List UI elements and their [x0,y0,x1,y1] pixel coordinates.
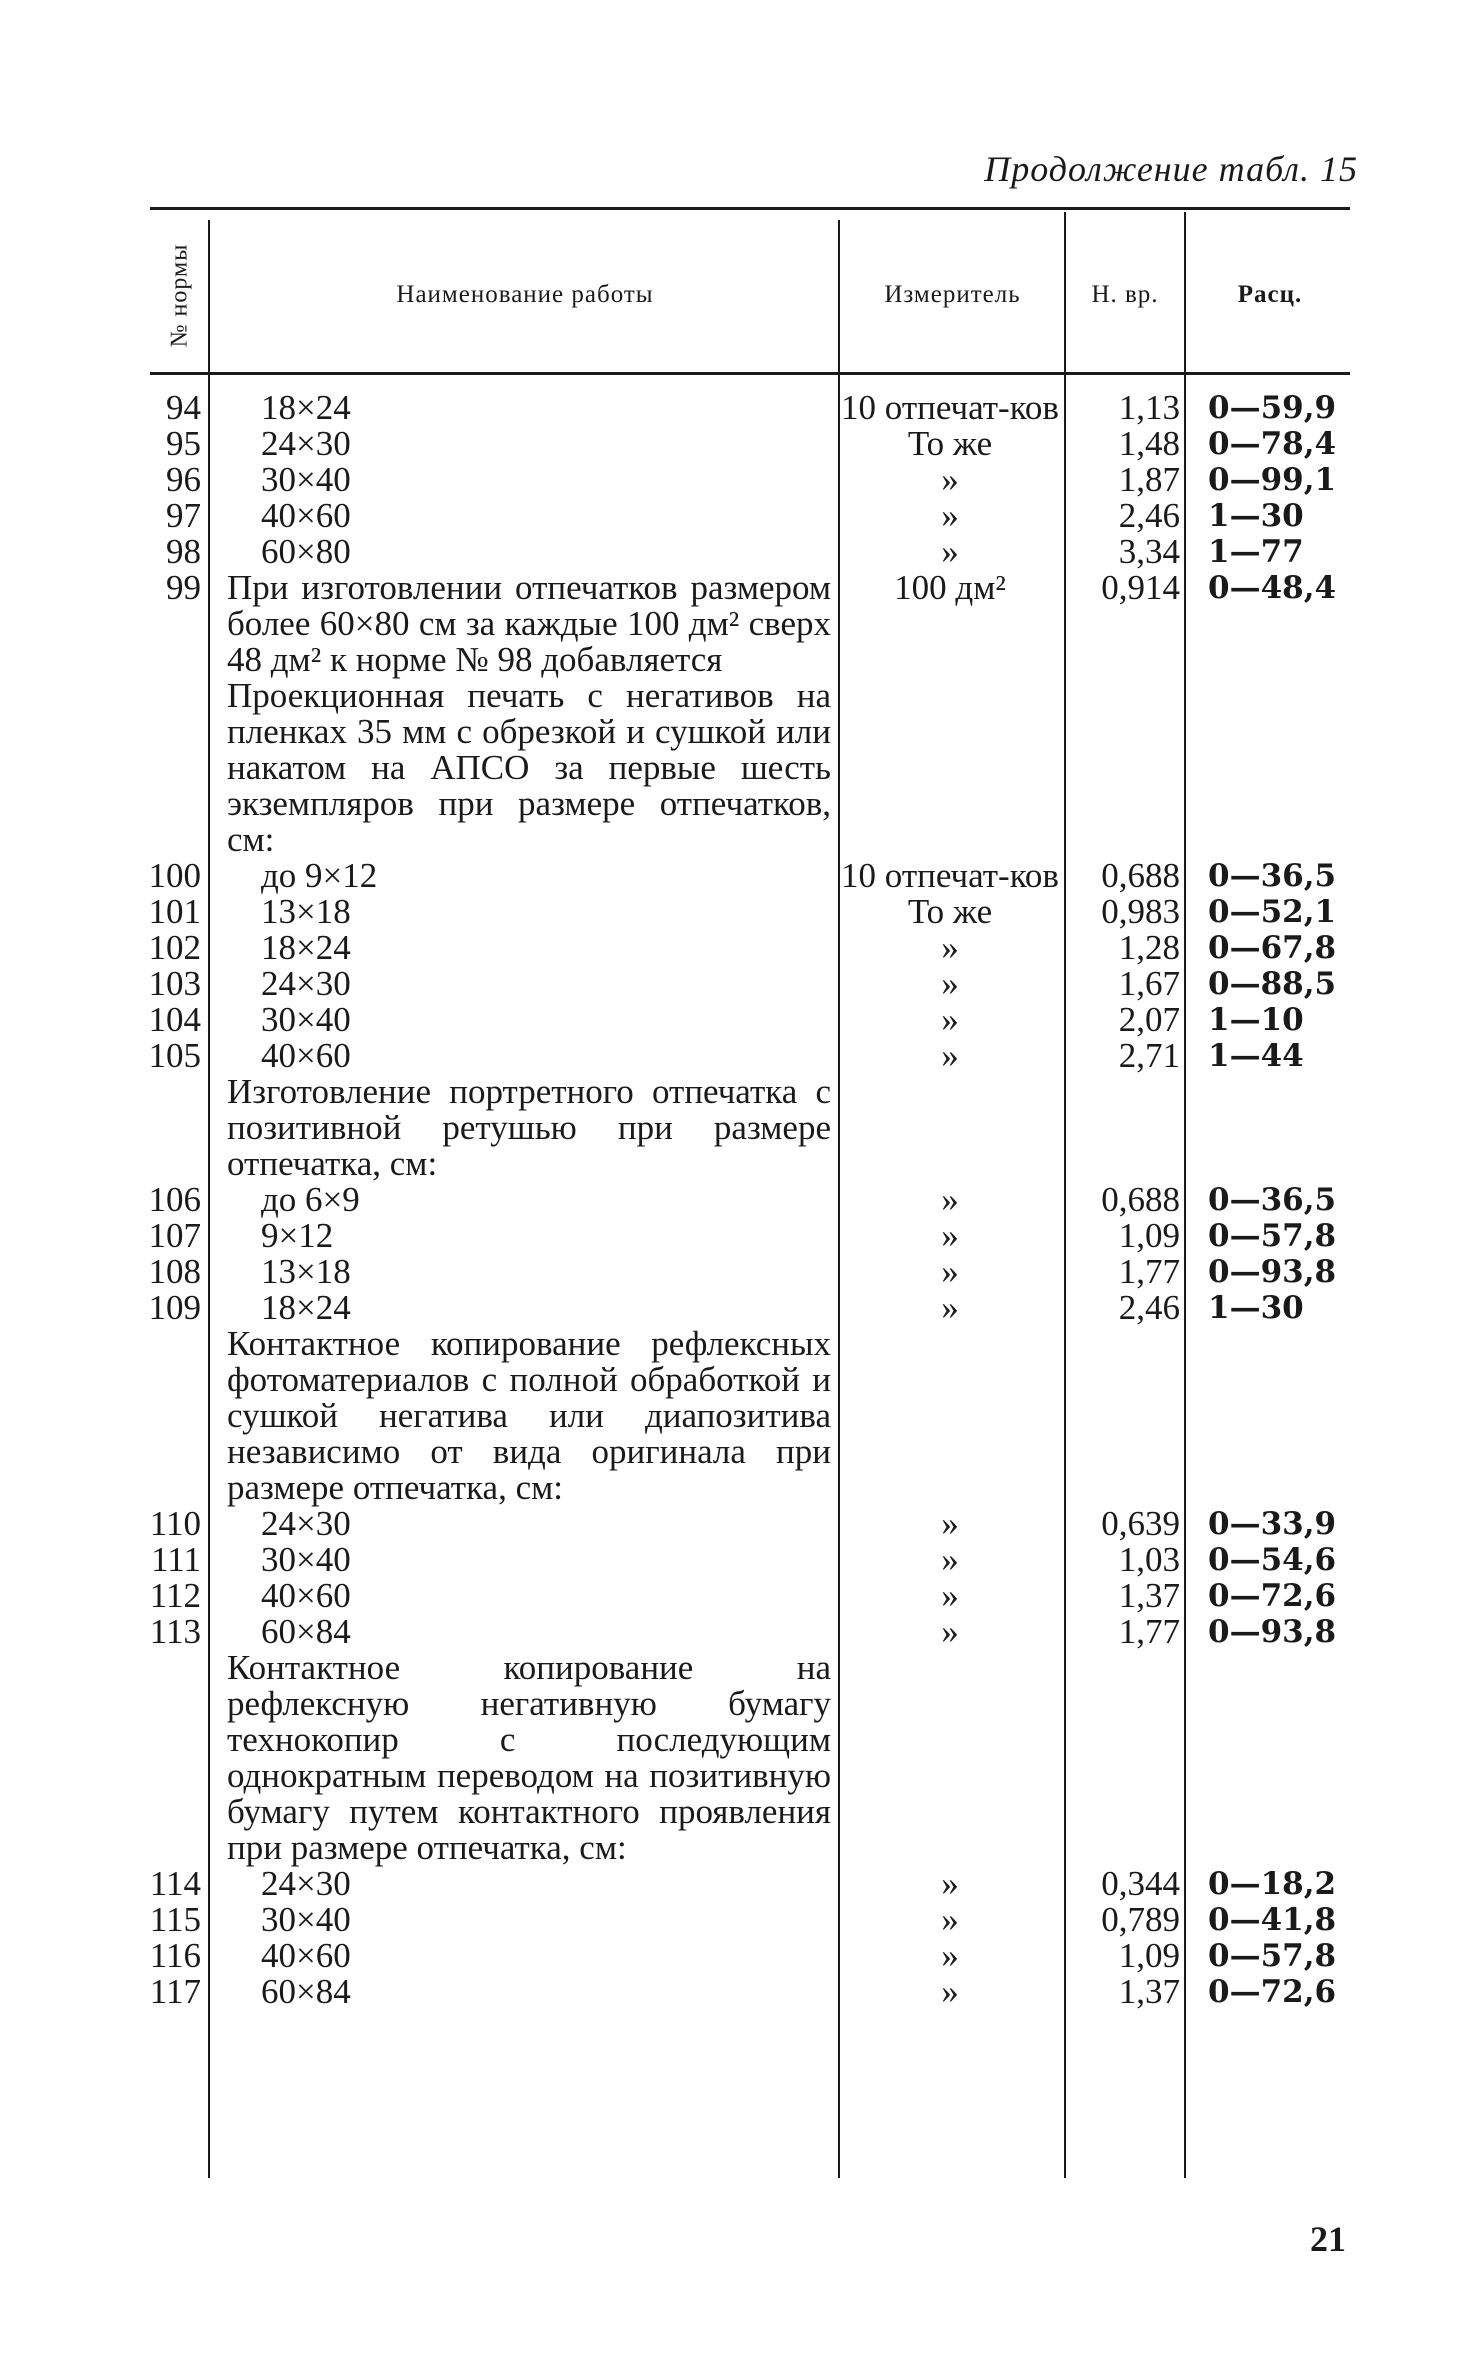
row-unit: » [941,460,959,499]
row-number: 115 [149,1900,201,1939]
table-row [0,570,1476,678]
row-work-name: 24×30 [261,424,351,463]
table-row [0,930,1476,966]
row-unit: » [941,1288,959,1327]
row-rate: 0—36,5 [1208,858,1337,894]
row-work-name: 24×30 [261,964,351,1003]
row-unit: » [941,1180,959,1219]
row-rate: 0—78,4 [1208,426,1337,462]
row-rate: 0—57,8 [1208,1938,1337,1974]
row-rate: 0—36,5 [1208,1182,1337,1218]
row-time-norm: 1,13 [1118,388,1180,427]
row-number: 105 [148,1036,201,1075]
row-unit: » [941,496,959,535]
row-work-name: 24×30 [261,1504,351,1543]
column-header-time-norm: Н. вр. [1091,281,1159,308]
row-unit: » [941,928,959,967]
table-body [0,390,1476,2010]
row-number: 112 [149,1576,201,1615]
row-work-name: 60×80 [261,532,351,571]
row-number: 102 [148,928,201,967]
row-time-norm: 2,07 [1118,1000,1180,1039]
row-unit: » [941,1036,959,1075]
row-time-norm: 0,983 [1101,892,1180,931]
row-unit: » [941,1540,959,1579]
table-row [0,1902,1476,1938]
row-number: 110 [149,1504,201,1543]
row-number: 107 [148,1216,201,1255]
row-unit: 100 дм² [894,568,1006,607]
row-unit: » [941,1216,959,1255]
row-number: 116 [149,1936,201,1975]
table-row [0,534,1476,570]
row-unit: 10 отпечат-ков [841,856,1059,895]
row-time-norm: 0,344 [1101,1864,1180,1903]
row-rate: 1—10 [1208,1002,1304,1038]
row-rate: 0—48,4 [1208,570,1337,606]
table-row [0,1938,1476,1974]
row-time-norm: 2,46 [1118,1288,1180,1327]
row-number: 113 [149,1612,201,1651]
row-time-norm: 0,789 [1101,1900,1180,1939]
row-work-name: 18×24 [261,928,351,967]
row-rate: 0—72,6 [1208,1578,1337,1614]
row-number: 94 [166,388,201,427]
row-unit: » [941,964,959,1003]
row-rate: 0—93,8 [1208,1614,1337,1650]
row-time-norm: 1,37 [1118,1576,1180,1615]
row-time-norm: 1,67 [1118,964,1180,1003]
row-rate: 0—93,8 [1208,1254,1337,1290]
row-unit: » [941,532,959,571]
column-header-name: Наименование работы [396,281,654,308]
row-work-name: 30×40 [261,460,351,499]
table-row [0,858,1476,894]
table-row [0,1038,1476,1074]
row-unit: » [941,1504,959,1543]
table-row [0,1290,1476,1326]
row-work-name: до 6×9 [261,1180,360,1219]
row-work-name: 24×30 [261,1864,351,1903]
row-work-name: 30×40 [261,1540,351,1579]
row-unit: » [941,1612,959,1651]
table-continuation-title: Продолжение табл. 15 [984,149,1358,189]
row-number: 97 [166,496,201,535]
row-rate: 0—41,8 [1208,1902,1337,1938]
row-work-name: 18×24 [261,1288,351,1327]
row-work-name: 18×24 [261,388,351,427]
row-work-name: 40×60 [261,1576,351,1615]
row-number: 100 [148,856,201,895]
column-header-number: № нормы [166,243,193,347]
row-time-norm: 1,87 [1118,460,1180,499]
row-number: 111 [151,1540,201,1579]
column-header-rate: Расц. [1237,281,1303,308]
row-unit: 10 отпечат-ков [841,388,1059,427]
column-header-unit: Измеритель [884,281,1021,308]
row-work-name: 40×60 [261,496,351,535]
row-number: 114 [149,1864,201,1903]
row-work-name: 13×18 [261,892,351,931]
row-unit: » [941,1972,959,2011]
row-rate: 1—44 [1208,1038,1304,1074]
row-time-norm: 1,09 [1118,1216,1180,1255]
table-row [0,1506,1476,1542]
row-time-norm: 1,77 [1118,1612,1180,1651]
row-rate: 1—77 [1208,534,1304,570]
row-time-norm: 1,28 [1118,928,1180,967]
row-number: 98 [166,532,201,571]
row-work-name: 60×84 [261,1612,351,1651]
table-row [0,894,1476,930]
row-time-norm: 1,09 [1118,1936,1180,1975]
row-rate: 0—57,8 [1208,1218,1337,1254]
row-work-name: Контактное копирование рефлексных фотоматериалов с полной обработкой и сушкой негатива или диапозитива независимо от вида оригинала при размере отпечатка, см: [227,1324,831,1507]
row-time-norm: 1,03 [1118,1540,1180,1579]
row-number: 109 [148,1288,201,1327]
table-section-heading [0,1326,1476,1506]
table-row [0,426,1476,462]
row-work-name: 60×84 [261,1972,351,2011]
row-rate: 1—30 [1208,1290,1304,1326]
table-row [0,1578,1476,1614]
row-work-name: 40×60 [261,1936,351,1975]
table-section-heading [0,1650,1476,1866]
table-row [0,1182,1476,1218]
row-rate: 1—30 [1208,498,1304,534]
row-number: 103 [148,964,201,1003]
row-work-name: При изготовлении отпечатков размером более 60×80 см за каждые 100 дм² сверх 48 дм² к норме № 98 добавляется [227,568,831,679]
row-work-name: 30×40 [261,1900,351,1939]
header-bottom-rule [150,372,1350,375]
row-work-name: 9×12 [261,1216,334,1255]
row-unit: » [941,1864,959,1903]
table-row [0,966,1476,1002]
table-row [0,1974,1476,2010]
row-unit: » [941,1936,959,1975]
page-number: 21 [1310,2219,1346,2259]
row-unit: То же [907,424,993,463]
table-row [0,1614,1476,1650]
row-rate: 0—67,8 [1208,930,1337,966]
row-number: 108 [148,1252,201,1291]
table-row [0,1002,1476,1038]
row-number: 101 [148,892,201,931]
row-time-norm: 0,688 [1101,856,1180,895]
row-rate: 0—33,9 [1208,1506,1337,1542]
row-rate: 0—99,1 [1208,462,1337,498]
table-row [0,1254,1476,1290]
row-unit: » [941,1900,959,1939]
row-number: 117 [149,1972,201,2011]
row-work-name: 30×40 [261,1000,351,1039]
row-unit: » [941,1000,959,1039]
table-section-heading [0,1074,1476,1182]
row-time-norm: 0,914 [1101,568,1180,607]
row-unit: То же [907,892,993,931]
row-time-norm: 3,34 [1118,532,1180,571]
row-unit: » [941,1576,959,1615]
row-time-norm: 1,77 [1118,1252,1180,1291]
row-time-norm: 1,37 [1118,1972,1180,2011]
row-number: 95 [166,424,201,463]
row-number: 96 [166,460,201,499]
table-row [0,1542,1476,1578]
row-number: 99 [166,568,201,607]
table-row [0,1218,1476,1254]
row-work-name: Проекционная печать с негативов на пленках 35 мм с обрезкой и сушкой или накатом на АПСО за первые шесть экземпляров при размере отпечатков, см: [227,676,831,859]
row-time-norm: 2,71 [1118,1036,1180,1075]
row-work-name: Изготовление портретного отпечатка с позитивной ретушью при размере отпечатка, см: [227,1072,831,1183]
row-work-name: 13×18 [261,1252,351,1291]
table-top-rule [150,207,1350,210]
table-section-heading [0,678,1476,858]
row-rate: 0—54,6 [1208,1542,1337,1578]
row-work-name: Контактное копирование на рефлексную негативную бумагу технокопир с последующим однократным переводом на позитивную бумагу путем контактного проявления при размере отпечатка, см: [227,1648,831,1867]
table-row [0,498,1476,534]
row-work-name: 40×60 [261,1036,351,1075]
row-rate: 0—59,9 [1208,390,1337,426]
row-time-norm: 1,48 [1118,424,1180,463]
row-rate: 0—52,1 [1208,894,1337,930]
row-work-name: до 9×12 [261,856,378,895]
row-number: 104 [148,1000,201,1039]
row-time-norm: 0,639 [1101,1504,1180,1543]
table-row [0,462,1476,498]
table-row [0,1866,1476,1902]
row-unit: » [941,1252,959,1291]
row-time-norm: 2,46 [1118,496,1180,535]
row-rate: 0—72,6 [1208,1974,1337,2010]
table-row [0,390,1476,426]
row-number: 106 [148,1180,201,1219]
row-rate: 0—88,5 [1208,966,1337,1002]
row-rate: 0—18,2 [1208,1866,1337,1902]
row-time-norm: 0,688 [1101,1180,1180,1219]
